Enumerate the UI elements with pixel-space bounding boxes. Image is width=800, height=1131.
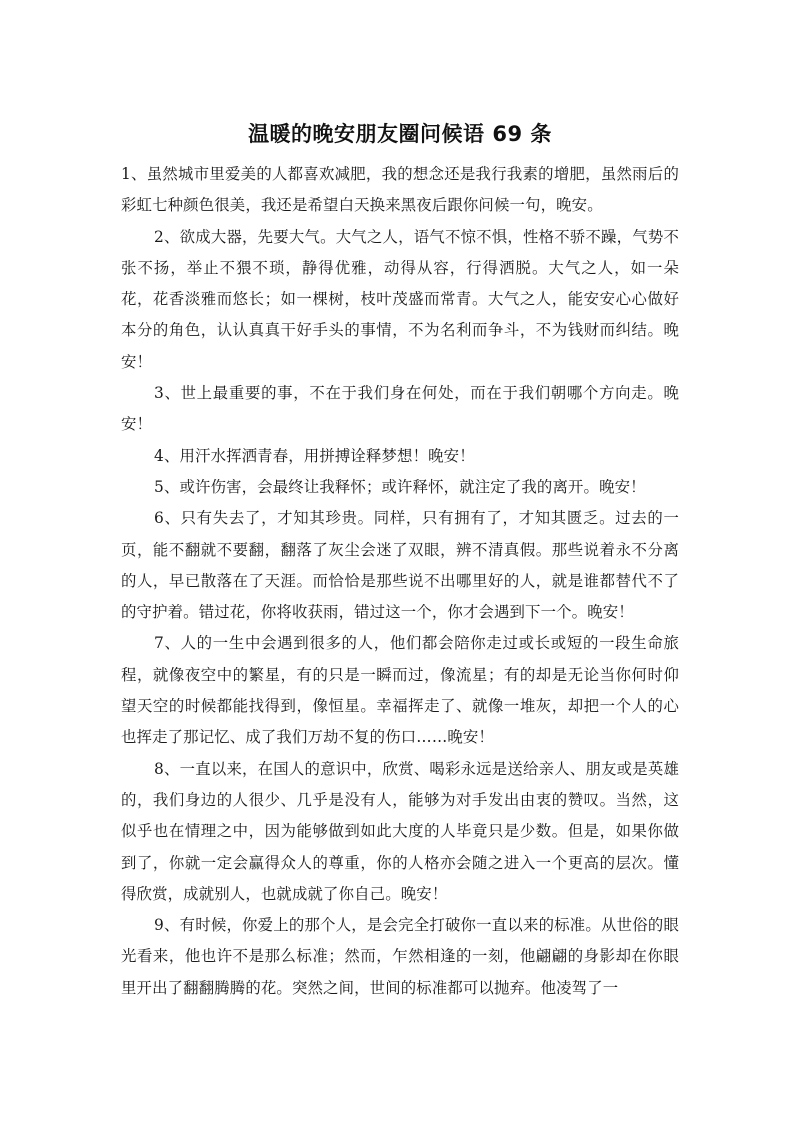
- paragraph-1: 1、虽然城市里爱美的人都喜欢减肥，我的想念还是我行我素的增肥，虽然雨后的彩虹七种颜色很美，我还是希望白天换来黑夜后跟你问候一句，晚安。: [121, 165, 679, 215]
- paragraph-5: 5、或许伤害，会最终让我释怀；或许释怀，就注定了我的离开。晚安！: [154, 477, 646, 496]
- document-title: 温暖的晚安朋友圈问候语 69 条: [248, 122, 552, 146]
- document-body: [121, 159, 679, 1004]
- paragraph-2: 2、欲成大器，先要大气。大气之人，语气不惊不惧，性格不骄不躁，气势不张不扬，举止不猥不琐，静得优雅，动得从容，行得洒脱。大气之人，如一朵花，花香淡雅而悠长；如一棵树，枝叶茂盛而常青。大气之人，能安安心心做好本分的角色，认认真真干好手头的事情，不为名利而争斗，不为钱财而纠结。晚安！: [121, 227, 679, 371]
- paragraph-7: 7、人的一生中会遇到很多的人，他们都会陪你走过或长或短的一段生命旅程，就像夜空中的繁星，有的只是一瞬而过，像流星；有的却是无论当你何时仰望天空的时候都能找得到，像恒星。幸福挥走了、就像一堆灰，却把一个人的心也挥走了那记忆、成了我们万劫不复的伤口……晚安！: [121, 634, 679, 747]
- paragraph-3: 3、世上最重要的事，不在于我们身在何处，而在于我们朝哪个方向走。晚安！: [121, 384, 679, 434]
- paragraph-9: 9、有时候，你爱上的那个人，是会完全打破你一直以来的标准。从世俗的眼光看来，他也许不是那么标准；然而，乍然相逢的一刻，他翩翩的身影却在你眼里开出了翻翻腾腾的花。突然之间，世间的标准都可以抛弃。他凌驾了一: [121, 916, 679, 997]
- paragraph-4: 4、用汗水挥洒青春，用拼搏诠释梦想！晚安！: [154, 446, 475, 465]
- paragraph-8: 8、一直以来，在国人的意识中，欣赏、喝彩永远是送给亲人、朋友或是英雄的，我们身边的人很少、几乎是没有人，能够为对手发出由衷的赞叹。当然，这似乎也在情理之中，因为能够做到如此大度的人毕竟只是少数。但是，如果你做到了，你就一定会赢得众人的尊重，你的人格亦会随之进入一个更高的层次。懂得欣赏，成就别人，也就成就了你自己。晚安！: [121, 759, 679, 903]
- paragraph-6: 6、只有失去了，才知其珍贵。同样，只有拥有了，才知其匮乏。过去的一页，能不翻就不要翻，翻落了灰尘会迷了双眼，辨不清真假。那些说着永不分离的人，早已散落在了天涯。而恰恰是那些说不出哪里好的人，就是谁都替代不了的守护着。错过花，你将收获雨，错过这一个，你才会遇到下一个。晚安！: [121, 509, 679, 622]
